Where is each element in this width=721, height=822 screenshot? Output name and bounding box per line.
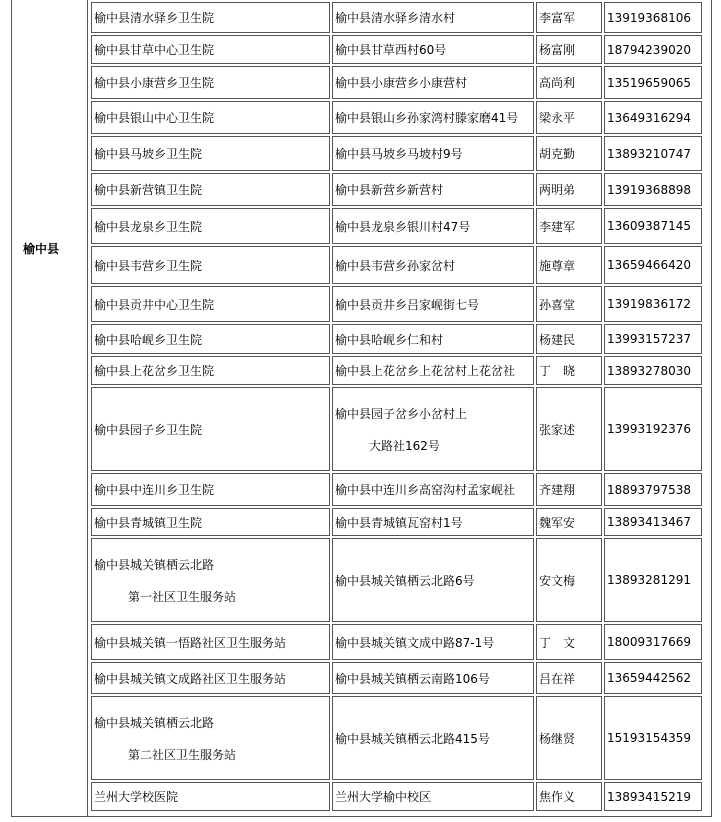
contact-phone: 13893210747 — [604, 136, 702, 171]
table-row — [91, 66, 702, 99]
contact-person: 孙喜堂 — [536, 286, 602, 322]
contact-person: 吕在祥 — [536, 662, 602, 694]
clinic-address: 榆中县新营乡新营村 — [332, 173, 534, 206]
clinic-address: 榆中县城关镇栖云北路6号 — [332, 538, 534, 622]
clinic-address: 榆中县韦营乡孙家岔村 — [332, 246, 534, 284]
clinic-name-line2: 第二社区卫生服务站 — [128, 747, 237, 762]
contact-phone: 13919368898 — [604, 173, 702, 206]
clinic-address: 榆中县中连川乡高窑沟村孟家岘社 — [332, 473, 534, 506]
contact-person: 李建军 — [536, 208, 602, 244]
clinic-name: 榆中县韦营乡卫生院 — [91, 246, 330, 284]
clinic-address: 榆中县哈岘乡仁和村 — [332, 324, 534, 354]
clinic-name: 榆中县龙泉乡卫生院 — [91, 208, 330, 244]
county-label: 榆中县 — [23, 242, 60, 256]
county-column — [11, 0, 88, 817]
table-row — [91, 387, 702, 471]
clinic-address: 榆中县青城镇瓦窑村1号 — [332, 508, 534, 536]
contact-phone: 13519659065 — [604, 66, 702, 99]
table-row — [91, 35, 702, 64]
table-row — [91, 782, 702, 811]
contact-phone: 13993157237 — [604, 324, 702, 354]
contact-phone: 13893281291 — [604, 538, 702, 622]
clinic-address: 榆中县甘草西村60号 — [332, 35, 534, 64]
contact-person: 安文梅 — [536, 538, 602, 622]
clinic-name: 榆中县城关镇一悟路社区卫生服务站 — [91, 624, 330, 660]
clinic-name: 榆中县马坡乡卫生院 — [91, 136, 330, 171]
table-row — [91, 136, 702, 171]
clinic-name: 榆中县甘草中心卫生院 — [91, 35, 330, 64]
clinic-name: 榆中县园子乡卫生院 — [91, 387, 330, 471]
table-row — [91, 324, 702, 354]
clinic-address — [332, 387, 534, 471]
clinic-address: 榆中县城关镇文成中路87-1号 — [332, 624, 534, 660]
table-row — [91, 624, 702, 660]
clinic-address: 兰州大学榆中校区 — [332, 782, 534, 811]
table-row — [91, 662, 702, 694]
clinic-address: 榆中县城关镇栖云南路106号 — [332, 662, 534, 694]
contact-phone: 13893413467 — [604, 508, 702, 536]
clinic-address: 榆中县马坡乡马坡村9号 — [332, 136, 534, 171]
table-row — [91, 246, 702, 284]
contact-person: 焦作义 — [536, 782, 602, 811]
clinic-name: 榆中县上花岔乡卫生院 — [91, 356, 330, 385]
clinic-address-line2: 大路社162号 — [369, 438, 440, 453]
clinic-name-line1: 榆中县城关镇栖云北路 — [94, 557, 215, 572]
contact-phone: 13659442562 — [604, 662, 702, 694]
contact-person: 施尊章 — [536, 246, 602, 284]
contact-person: 魏军安 — [536, 508, 602, 536]
clinic-name: 兰州大学校医院 — [91, 782, 330, 811]
contact-phone: 18009317669 — [604, 624, 702, 660]
table-row — [91, 2, 702, 33]
table-row — [91, 173, 702, 206]
clinic-address: 榆中县城关镇栖云北路415号 — [332, 696, 534, 780]
clinic-address: 榆中县小康营乡小康营村 — [332, 66, 534, 99]
clinic-name: 榆中县中连川乡卫生院 — [91, 473, 330, 506]
table-row — [91, 473, 702, 506]
clinic-name: 榆中县哈岘乡卫生院 — [91, 324, 330, 354]
clinic-name: 榆中县新营镇卫生院 — [91, 173, 330, 206]
table-row — [91, 356, 702, 385]
contact-person: 高尚利 — [536, 66, 602, 99]
clinic-address: 榆中县贡井乡吕家岘街七号 — [332, 286, 534, 322]
contact-person: 胡克勤 — [536, 136, 602, 171]
contact-phone: 13919368106 — [604, 2, 702, 33]
contact-phone: 13993192376 — [604, 387, 702, 471]
contact-person: 丁 文 — [536, 624, 602, 660]
clinic-address: 榆中县龙泉乡银川村47号 — [332, 208, 534, 244]
table-row — [91, 208, 702, 244]
clinic-address: 榆中县上花岔乡上花岔村上花岔社 — [332, 356, 534, 385]
clinic-name: 榆中县银山中心卫生院 — [91, 101, 330, 134]
clinic-name: 榆中县贡井中心卫生院 — [91, 286, 330, 322]
contact-person: 两明弟 — [536, 173, 602, 206]
contact-phone: 13893278030 — [604, 356, 702, 385]
contact-phone: 13893415219 — [604, 782, 702, 811]
clinic-name-line1: 榆中县城关镇栖云北路 — [94, 715, 215, 730]
contact-person: 梁永平 — [536, 101, 602, 134]
contact-person: 张家述 — [536, 387, 602, 471]
clinic-address: 榆中县银山乡孙家湾村滕家磨41号 — [332, 101, 534, 134]
contact-phone: 13659466420 — [604, 246, 702, 284]
clinic-address-line1: 榆中县园子岔乡小岔村上 — [335, 406, 468, 421]
clinic-table — [89, 0, 704, 813]
contact-person: 丁 晓 — [536, 356, 602, 385]
contact-phone: 18893797538 — [604, 473, 702, 506]
contact-person: 李富军 — [536, 2, 602, 33]
table-row — [91, 696, 702, 780]
clinic-name — [91, 538, 330, 622]
table-row — [91, 508, 702, 536]
clinic-address: 榆中县清水驿乡清水村 — [332, 2, 534, 33]
contact-phone: 15193154359 — [604, 696, 702, 780]
contact-phone: 13649316294 — [604, 101, 702, 134]
table-row — [91, 286, 702, 322]
clinic-name: 榆中县城关镇文成路社区卫生服务站 — [91, 662, 330, 694]
table-row — [91, 538, 702, 622]
contact-phone: 13919836172 — [604, 286, 702, 322]
contact-phone: 13609387145 — [604, 208, 702, 244]
contact-person: 杨富刚 — [536, 35, 602, 64]
contact-person: 齐建翔 — [536, 473, 602, 506]
contact-phone: 18794239020 — [604, 35, 702, 64]
table-row — [91, 101, 702, 134]
clinic-name-line2: 第一社区卫生服务站 — [128, 589, 237, 604]
clinic-name: 榆中县青城镇卫生院 — [91, 508, 330, 536]
clinic-name: 榆中县清水驿乡卫生院 — [91, 2, 330, 33]
contact-person: 杨继贤 — [536, 696, 602, 780]
clinic-name — [91, 696, 330, 780]
clinic-name: 榆中县小康营乡卫生院 — [91, 66, 330, 99]
contact-person: 杨建民 — [536, 324, 602, 354]
